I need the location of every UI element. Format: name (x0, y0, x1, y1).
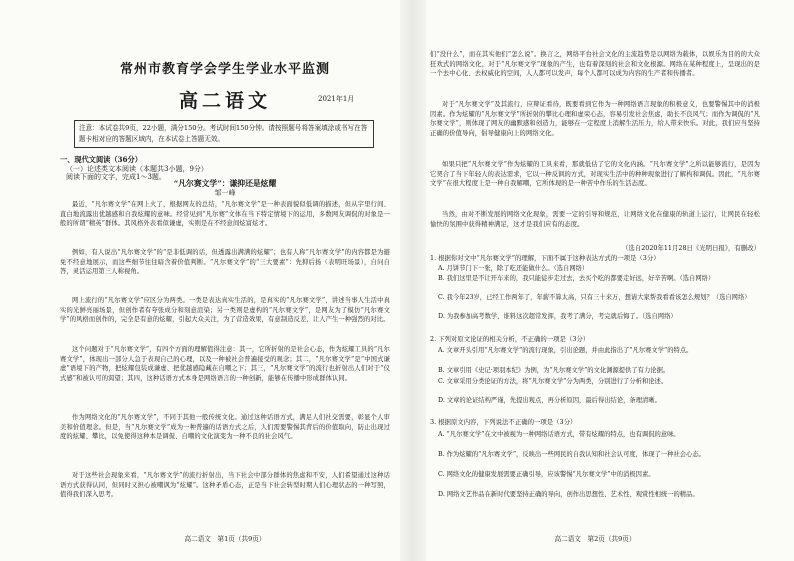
article-paragraph: 对于这些社会现象来看，“凡尔赛文学”的流行折射出，当下社会中部分群体的焦虑和不安，人们希望通过这种话语方式获得认同，但同时又担心被嘲讽为“炫耀”。这种矛盾心态，正是当下社会转型时期人们心理状态的一种写照，值得我们深入思考。 (60, 472, 390, 499)
article-title: “凡尔赛文学”：谦抑还是炫耀 (173, 179, 277, 188)
article-paragraph: 网上流行的“凡尔赛文学”应区分为两类。一类是表达真实生活的，是真实的“凡尔赛文学”，讲述当事人生活中真实的光鲜亮丽场景，但创作者有夸张成分和刻意渲染；另一类则是虚构的“凡尔赛文学”，是网友为了模仿“凡尔赛文学”的风格而创作的，完全是有意的炫耀，引起大众关注，为了营造效果，有意制造反差，让人产生一种强烈的对比。 (60, 297, 390, 324)
page-fold (400, 0, 426, 561)
question-option: D. 文章的论证结构严谨，先提出观点，再分析原因，最后得出结论，条理清晰。 (438, 397, 661, 404)
question-option: C. 我今年23岁，已经工作两年了，年薪不算太高，只有三十来万，想请大家帮我看看该怎么规划？（选自网络） (438, 294, 751, 301)
exam-date: 2021年1月 (318, 95, 355, 103)
question-option: C. 文章采用分类论证的方法，将“凡尔赛文学”分为两类，分别进行了分析和论述。 (438, 378, 668, 385)
question-option: A. 月饼节门下一张，除了吃还能做什么。（选自网络） (438, 265, 589, 272)
article-source: （选自2020年11月28日《光明日报》，有删改） (622, 244, 760, 252)
section-heading: 一、现代文阅读（36分） (60, 155, 142, 164)
article-paragraph: 们“没什么”，而在其实他们“怎么说”。换言之，网络平台社会文化的主流趋势是以网络为载体，以娱乐为目的的大众狂欢式的网络文化，对于“凡尔赛文学”现象的产生，也有着深刻的社会和文化根源。网络在某种程度上，呈现出的是一个去中心化、去权威化的空间，人人都可以发声，每个人都可以成为内容的生产者和传播者。 (430, 51, 760, 78)
article-paragraph: 作为网络文化的“凡尔赛文学”，不同于其他一般传统文化。通过这种话语方式，满足人们社交需要，彰显个人审美和价值理念。但是，当“凡尔赛文学”成为一种普遍的话语方式之后，人们需要警惕其背后的价值取向，防止出现过度的炫耀、攀比，以免使得这种本是调侃、自嘲的文化演变为一种不良的社会风气。 (60, 414, 390, 441)
subject-title: 高二语文 (178, 90, 271, 112)
notice-box: 注意：本试卷共9页，22小题，满分150分。考试时间150分钟。请按照题号将答案填涂或书写在答题卡相对应的答题区域内，在本试卷上答题无效。 (74, 120, 374, 148)
question-stem: 1. 根据你对文中“凡尔赛文学”的理解，下面不属于这种表达方式的一项是（3分） (430, 254, 660, 262)
page-footer: 高二语文 第2页（共9页） (554, 535, 636, 543)
question-option: B. 文章引用《史记·项羽本纪》为例，为“凡尔赛文学”的文化渊源提供了有力论据。 (438, 367, 670, 374)
page-footer: 高二语文 第1页（共9页） (184, 535, 266, 543)
question-stem: 2. 下列对原文论证的相关分析，不正确的一项是（3分） (430, 335, 590, 343)
left-page (60, 0, 390, 561)
article-paragraph: 例如，有人说出“凡尔赛文学”的“是非低调的话，但透露出满满的炫耀”；也有人称“凡尔赛文学”的内容都是为避免不经意地展示，而这些细节往往暗含着价值判断。“凡尔赛文学”的“三大要素”：先抑后扬（表明旺场景），自问自答，灵活运用第三人称视角。 (60, 249, 390, 276)
question-option: D. 网络文艺作品在新时代要坚持正确的导向，创作出思想性、艺术性、观赏性相统一的精品。 (438, 491, 699, 498)
reading-instruction: 阅读下面的文字，完成1～3题。 (66, 173, 166, 181)
article-paragraph: 最近，“凡尔赛文学”在网上火了，根据网友的总结，“凡尔赛文学”是一种表面貌似低调的描述，但从字里行间、直白地流露出优越感和自我炫耀的意味。经常见到“凡尔赛”文体在当下特定情境下的运用，多数网友调侃的对象是一般的所谓“精英”群体。其风格外表看似谦虚，实则是在不经意间炫富炫才。 (60, 201, 390, 228)
article-author: 邹一峰 (214, 189, 236, 197)
article-paragraph: 当然，由对不断发展的网络文化现象，需要一定的引导和规范，让网络文化在健康的轨道上运行，让网民在轻松愉快的氛围中获得精神满足，这才是我们应有的态度。 (430, 211, 760, 228)
question-option: B. 我们这里是不让开车来的，我只能徒步走过去，去买个吃的都要走好远，好辛苦啊。（选自网络） (438, 275, 715, 282)
question-option: D. 为我参加高考数学，谁料这次超常发挥，我考了满分，考完就后悔了。（选自网络） (438, 313, 677, 320)
question-option: A. “凡尔赛文学”在文中被视为一种网络话语方式，带有炫耀的特点，也有调侃的意味。 (438, 431, 680, 438)
article-paragraph: 如果只把“凡尔赛文学”作为炫耀的工具来看，那就低估了它的文化内涵。“凡尔赛文学”之所以能够流行，是因为它契合了当下年轻人的表达需求，它以一种反讽的方式，对现实生活中的种种现象进行了解构和调侃。因此，“凡尔赛文学”在很大程度上是一种自我解嘲，它所体现的是一种苦中作乐的生活态度。 (430, 161, 760, 188)
question-option: C. 网络文化的健康发展需要正确引导，应该警惕“凡尔赛文学”中的消极因素。 (438, 471, 655, 478)
subsection-heading: （一）论述类文本阅读（本题共3小题，9分） (66, 165, 208, 173)
question-stem: 3. 根据原文内容，下列说法不正确的一项是（3分） (430, 418, 577, 426)
exam-title: 常州市教育学会学生学业水平监测 (119, 62, 330, 77)
question-option: B. 作为炫耀的“凡尔赛文学”，反映出一些网民的自我认知和社会认可度，体现了一种社会心态。 (438, 451, 705, 458)
question-option: A. 文章开头引用“凡尔赛文学”的流行现象，引出论题，并由此指出了“凡尔赛文学”的特点。 (438, 347, 693, 354)
article-paragraph: 对于“凡尔赛文学”及其流行，应辩证看待，既要看到它作为一种网络语言现象的积极意义，也要警惕其中的消极因素。作为炫耀的“凡尔赛文学”所折射的攀比心理和虚荣心态，容易引发社会焦虑，助长不良风气；而作为调侃的“凡尔赛文学”，则体现了网友的幽默感和创造力，能够在一定程度上消解生活压力，给人带来快乐。对此，我们应当坚持正确的价值导向，倡导健康向上的网络文化。 (430, 101, 760, 137)
article-paragraph: 这个问题对于“凡尔赛文学”，有四个方面的理解值得注意：其一，它所折射的是社会心态，作为炫耀工具的“凡尔赛文学”，体现出一部分人急于表现自己的心理，以及一种被社会普遍接受的观念；其二，“凡尔赛文学”是“中国式谦虚”语境下的产物，把炫耀包装成谦虚、把优越感隐藏在自嘲之下；其三，“凡尔赛文学”的流行也折射出人们对于“仪式感”和被认可的渴望；其四，这种话语方式本身是网络语言的一种创新，能够在传播中形成群体认同。 (60, 346, 390, 382)
right-page (430, 0, 760, 561)
